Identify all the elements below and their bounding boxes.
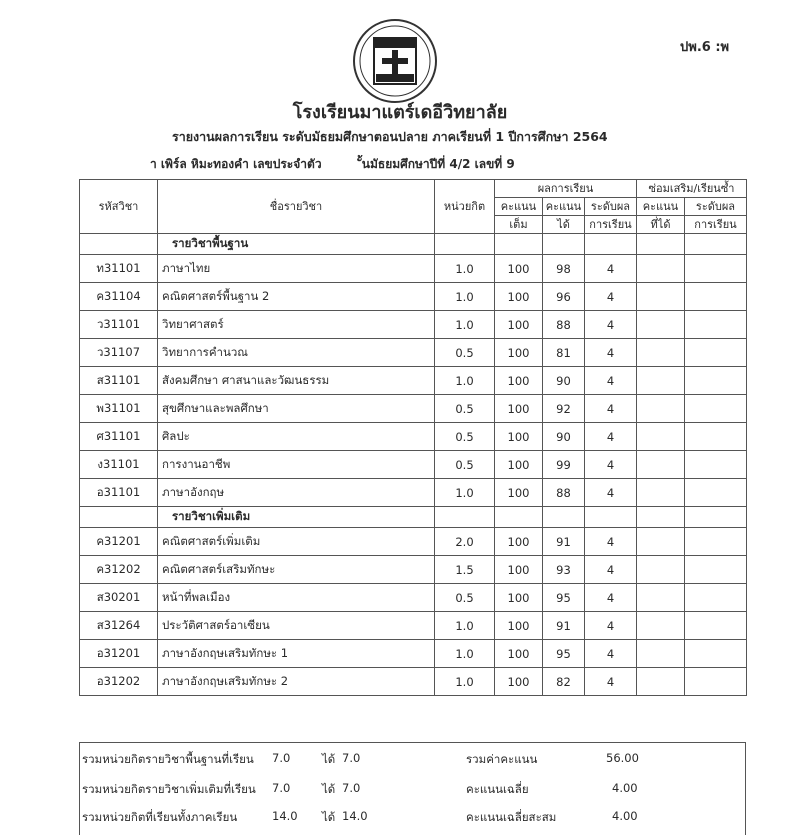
summary-got: 7.0: [342, 781, 361, 795]
cell-credit: 1.0: [435, 255, 495, 283]
header-credits: หน่วยกิต: [435, 180, 495, 234]
cell-full-score: 100: [495, 584, 543, 612]
cell-full-score: 100: [495, 479, 543, 507]
cell-grade: 4: [585, 479, 637, 507]
cell-credit: 1.0: [435, 479, 495, 507]
cell-rem-score: [637, 339, 685, 367]
cell-rem-score: [637, 640, 685, 668]
table-row: [80, 612, 747, 640]
cell-rem-score: [637, 451, 685, 479]
summary-studied: 7.0: [272, 781, 291, 795]
header-level: ระดับผล: [585, 198, 637, 216]
cell-code: ศ31101: [80, 423, 158, 451]
form-code: ปพ.6 :พ: [680, 40, 730, 55]
header-row: [80, 180, 747, 198]
cell-code: ค31104: [80, 283, 158, 311]
cell-credit: 1.0: [435, 311, 495, 339]
cell-rem-score: [637, 584, 685, 612]
cell-rem-score: [637, 423, 685, 451]
cell-credit: 0.5: [435, 423, 495, 451]
cell-subject: วิทยาศาสตร์: [158, 311, 435, 339]
cell-rem-score: [637, 668, 685, 696]
cell-grade: 4: [585, 528, 637, 556]
cell-rem-score: [637, 556, 685, 584]
summary-label: รวมหน่วยกิตรายวิชาพื้นฐานที่เรียน: [82, 752, 254, 766]
cell-rem-level: [685, 479, 747, 507]
table-row: [80, 640, 747, 668]
header-rem-score-2: ที่ได้: [637, 216, 685, 234]
header-rem-level: ระดับผล: [685, 198, 747, 216]
cell-full-score: 100: [495, 528, 543, 556]
summary-studied: 14.0: [272, 809, 298, 823]
cell-full-score: 100: [495, 668, 543, 696]
header-score: คะแนน: [543, 198, 585, 216]
cell-grade: 4: [585, 395, 637, 423]
cell-subject: หน้าที่พลเมือง: [158, 584, 435, 612]
cell-rem-score: [637, 612, 685, 640]
cell-rem-score: [637, 528, 685, 556]
cell-score: 96: [543, 283, 585, 311]
cell-credit: 1.0: [435, 612, 495, 640]
summary-right-label: คะแนนเฉลี่ยสะสม: [466, 810, 557, 824]
cell-rem-level: [685, 584, 747, 612]
cell-rem-level: [685, 367, 747, 395]
table-row: [80, 423, 747, 451]
cell-full-score: 100: [495, 367, 543, 395]
cell-score: 90: [543, 367, 585, 395]
cell-subject: ภาษาอังกฤษเสริมทักษะ 1: [158, 640, 435, 668]
header-full-score-2: เต็ม: [495, 216, 543, 234]
cell-code: ค31201: [80, 528, 158, 556]
table-row: [80, 395, 747, 423]
cell-credit: 1.0: [435, 367, 495, 395]
table-row: [80, 668, 747, 696]
cell-rem-level: [685, 612, 747, 640]
cell-grade: 4: [585, 640, 637, 668]
cell-code: พ31101: [80, 395, 158, 423]
section-row-additional: [80, 507, 747, 528]
summary-label: รวมหน่วยกิตที่เรียนทั้งภาคเรียน: [82, 810, 238, 824]
summary-studied: 7.0: [272, 751, 291, 765]
section-row-basic: [80, 234, 747, 255]
cell-credit: 0.5: [435, 584, 495, 612]
cell-score: 82: [543, 668, 585, 696]
cell-credit: 0.5: [435, 451, 495, 479]
cell-code: ส31101: [80, 367, 158, 395]
cell-rem-score: [637, 283, 685, 311]
cell-full-score: 100: [495, 339, 543, 367]
summary-got-label: ได้: [322, 782, 336, 796]
section-additional-title: รายวิชาเพิ่มเติม: [158, 507, 435, 528]
report-title: รายงานผลการเรียน ระดับมัธยมศึกษาตอนปลาย ภาคเรียนที่ 1 ปีการศึกษา 2564: [172, 129, 608, 144]
header-remedial: ซ่อมเสริม/เรียนซ้ำ: [637, 180, 747, 198]
cell-score: 99: [543, 451, 585, 479]
cell-rem-level: [685, 311, 747, 339]
cell-grade: 4: [585, 339, 637, 367]
summary-got: 7.0: [342, 751, 361, 765]
cell-grade: 4: [585, 311, 637, 339]
cell-rem-level: [685, 283, 747, 311]
summary-row: [80, 781, 747, 801]
header-results: ผลการเรียน: [495, 180, 637, 198]
cell-subject: สังคมศึกษา ศาสนาและวัฒนธรรม: [158, 367, 435, 395]
cell-subject: คณิตศาสตร์พื้นฐาน 2: [158, 283, 435, 311]
summary-row: [80, 751, 747, 771]
student-class: ั้นมัธยมศึกษาปีที่ 4/2 เลขที่ 9: [361, 157, 515, 171]
cell-subject: ภาษาอังกฤษเสริมทักษะ 2: [158, 668, 435, 696]
cell-rem-level: [685, 255, 747, 283]
cell-rem-level: [685, 339, 747, 367]
cell-code: อ31202: [80, 668, 158, 696]
cell-rem-level: [685, 423, 747, 451]
cell-score: 95: [543, 640, 585, 668]
cell-code: ว31101: [80, 311, 158, 339]
cell-rem-level: [685, 395, 747, 423]
cell-score: 95: [543, 584, 585, 612]
cell-grade: 4: [585, 283, 637, 311]
header-rem-score: คะแนน: [637, 198, 685, 216]
cell-grade: 4: [585, 584, 637, 612]
cell-rem-level: [685, 640, 747, 668]
cell-subject: ศิลปะ: [158, 423, 435, 451]
cell-credit: 1.0: [435, 640, 495, 668]
cell-score: 90: [543, 423, 585, 451]
cell-code: ส31264: [80, 612, 158, 640]
cell-subject: สุขศึกษาและพลศึกษา: [158, 395, 435, 423]
cell-score: 92: [543, 395, 585, 423]
table-row: [80, 528, 747, 556]
cell-full-score: 100: [495, 311, 543, 339]
summary-box: [79, 742, 746, 835]
cell-credit: 1.0: [435, 668, 495, 696]
cell-rem-level: [685, 528, 747, 556]
cell-full-score: 100: [495, 612, 543, 640]
header-subject: ชื่อรายวิชา: [158, 180, 435, 234]
header-score-2: ได้: [543, 216, 585, 234]
cell-rem-score: [637, 367, 685, 395]
table-row: [80, 311, 747, 339]
cell-rem-level: [685, 451, 747, 479]
cell-grade: 4: [585, 451, 637, 479]
cell-code: อ31201: [80, 640, 158, 668]
cell-rem-score: [637, 479, 685, 507]
cell-rem-score: [637, 395, 685, 423]
cell-code: ง31101: [80, 451, 158, 479]
cell-full-score: 100: [495, 423, 543, 451]
header-full-score: คะแนน: [495, 198, 543, 216]
cell-subject: คณิตศาสตร์เพิ่มเติม: [158, 528, 435, 556]
school-name: โรงเรียนมาแตร์เดอีวิทยาลัย: [292, 102, 508, 123]
summary-got-label: ได้: [322, 810, 336, 824]
cell-credit: 0.5: [435, 339, 495, 367]
cell-subject: การงานอาชีพ: [158, 451, 435, 479]
table-row: [80, 367, 747, 395]
cell-full-score: 100: [495, 556, 543, 584]
summary-label: รวมหน่วยกิตรายวิชาเพิ่มเติมที่เรียน: [82, 782, 256, 796]
cell-subject: ภาษาอังกฤษ: [158, 479, 435, 507]
summary-right-label: รวมค่าคะแนน: [466, 752, 538, 766]
cell-subject: วิทยาการคำนวณ: [158, 339, 435, 367]
header-code: รหัสวิชา: [80, 180, 158, 234]
cell-grade: 4: [585, 423, 637, 451]
cell-code: อ31101: [80, 479, 158, 507]
cell-grade: 4: [585, 367, 637, 395]
cell-full-score: 100: [495, 640, 543, 668]
grades-table: [79, 179, 747, 696]
summary-got: 14.0: [342, 809, 368, 823]
cell-code: ส30201: [80, 584, 158, 612]
cell-rem-score: [637, 311, 685, 339]
cell-rem-level: [685, 556, 747, 584]
cell-score: 93: [543, 556, 585, 584]
cell-rem-level: [685, 668, 747, 696]
cell-full-score: 100: [495, 451, 543, 479]
cell-subject: คณิตศาสตร์เสริมทักษะ: [158, 556, 435, 584]
school-crest-logo: [352, 18, 438, 104]
cell-score: 98: [543, 255, 585, 283]
cell-subject: ภาษาไทย: [158, 255, 435, 283]
cell-score: 91: [543, 612, 585, 640]
cell-score: 91: [543, 528, 585, 556]
header-rem-level-2: การเรียน: [685, 216, 747, 234]
cell-credit: 1.5: [435, 556, 495, 584]
section-basic-title: รายวิชาพื้นฐาน: [158, 234, 435, 255]
cell-full-score: 100: [495, 395, 543, 423]
table-row: [80, 283, 747, 311]
summary-right-value: 56.00: [606, 751, 639, 765]
table-row: [80, 479, 747, 507]
header-level-2: การเรียน: [585, 216, 637, 234]
cell-grade: 4: [585, 556, 637, 584]
summary-right-label: คะแนนเฉลี่ย: [466, 782, 529, 796]
table-row: [80, 584, 747, 612]
summary-right-value: 4.00: [612, 781, 638, 795]
cell-subject: ประวัติศาสตร์อาเซียน: [158, 612, 435, 640]
student-info-line: [150, 155, 521, 174]
cell-credit: 2.0: [435, 528, 495, 556]
cell-rem-score: [637, 255, 685, 283]
cell-code: ท31101: [80, 255, 158, 283]
cell-code: ว31107: [80, 339, 158, 367]
table-row: [80, 255, 747, 283]
cell-full-score: 100: [495, 255, 543, 283]
summary-row: [80, 809, 747, 829]
table-row: [80, 339, 747, 367]
student-name: า เพิร์ล หิมะทองคำ เลขประจำตัว: [150, 157, 322, 171]
cell-grade: 4: [585, 255, 637, 283]
cell-credit: 1.0: [435, 283, 495, 311]
cell-score: 81: [543, 339, 585, 367]
cell-grade: 4: [585, 668, 637, 696]
summary-got-label: ได้: [322, 752, 336, 766]
cell-score: 88: [543, 479, 585, 507]
cell-credit: 0.5: [435, 395, 495, 423]
summary-right-value: 4.00: [612, 809, 638, 823]
table-row: [80, 556, 747, 584]
table-row: [80, 451, 747, 479]
cell-code: ค31202: [80, 556, 158, 584]
cell-grade: 4: [585, 612, 637, 640]
cell-full-score: 100: [495, 283, 543, 311]
cell-score: 88: [543, 311, 585, 339]
